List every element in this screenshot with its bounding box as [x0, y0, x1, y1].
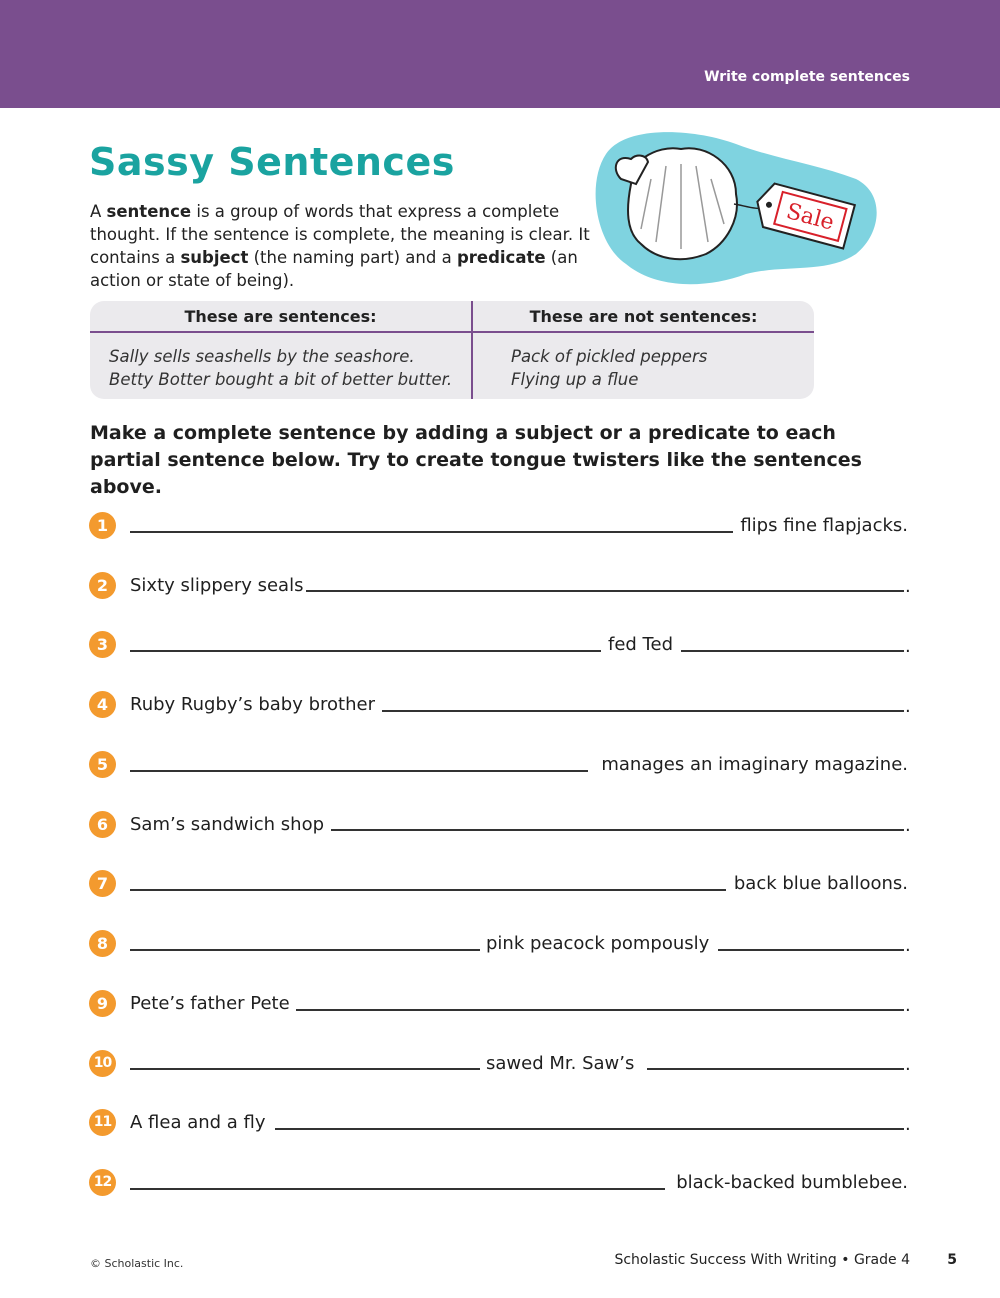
example-fragment: Pack of pickled peppers: [511, 347, 708, 366]
exercise-text: black-backed bumblebee.: [676, 1172, 908, 1193]
exercise-number: 3: [89, 631, 116, 658]
exercise-text: fed Ted: [608, 634, 673, 655]
section-label: Write complete sentences: [704, 69, 910, 85]
examples-table: [90, 301, 814, 399]
page-title: Sassy Sentences: [89, 140, 455, 184]
answer-blank[interactable]: [296, 1009, 904, 1011]
exercise-number: 6: [89, 811, 116, 838]
exercise-number: 8: [89, 930, 116, 957]
exercise-number: 2: [89, 572, 116, 599]
answer-blank[interactable]: [130, 889, 726, 891]
exercise-text: manages an imaginary magazine.: [601, 754, 908, 775]
example-sentence: Betty Botter bought a bit of better butter.: [109, 370, 453, 389]
sentence-period: .: [905, 815, 911, 836]
exercise-text: pink peacock pompously: [486, 933, 710, 954]
exercise-number: 5: [89, 751, 116, 778]
not-sentences-column: [473, 301, 814, 399]
sentence-period: .: [905, 935, 911, 956]
sale-tag-text: Sale: [783, 199, 837, 236]
exercise-number: 11: [89, 1109, 116, 1136]
answer-blank[interactable]: [647, 1068, 904, 1070]
exercise-text: Sixty slippery seals: [130, 575, 304, 596]
exercise-number: 7: [89, 870, 116, 897]
example-fragment: Flying up a flue: [511, 370, 639, 389]
keyword-subject: subject: [180, 248, 249, 267]
copyright: © Scholastic Inc.: [90, 1257, 184, 1270]
answer-blank[interactable]: [275, 1128, 904, 1130]
answer-blank[interactable]: [681, 650, 904, 652]
answer-blank[interactable]: [130, 770, 588, 772]
answer-blank[interactable]: [718, 949, 904, 951]
sentence-period: .: [905, 1054, 911, 1075]
intro-text: A: [90, 202, 107, 221]
sentences-column: [90, 301, 473, 399]
header-banner: [0, 0, 1000, 108]
keyword-predicate: predicate: [456, 248, 546, 267]
answer-blank[interactable]: [130, 1068, 480, 1070]
intro-text: is a group of words that express a complete thought. If the sentence is complete, the meaning is clear. It contains a: [90, 202, 590, 267]
exercise-text: A flea and a fly: [130, 1112, 266, 1133]
sentence-period: .: [905, 995, 911, 1016]
book-title: Scholastic Success With Writing • Grade 4: [614, 1252, 910, 1268]
example-sentence: Sally sells seashells by the seashore.: [109, 347, 415, 366]
answer-blank[interactable]: [130, 1188, 665, 1190]
exercise-number: 4: [89, 691, 116, 718]
sentences-header: These are sentences:: [90, 301, 471, 333]
exercise-text: flips fine flapjacks.: [740, 515, 908, 536]
answer-blank[interactable]: [130, 650, 601, 652]
answer-blank[interactable]: [130, 949, 480, 951]
answer-blank[interactable]: [331, 829, 904, 831]
instructions: Make a complete sentence by adding a subject or a predicate to each partial sentence below. Try to create tongue twisters like the sentences above.: [90, 422, 862, 498]
sentence-period: .: [905, 1114, 911, 1135]
answer-blank[interactable]: [130, 531, 733, 533]
exercise-text: Sam’s sandwich shop: [130, 814, 325, 835]
page-number: 5: [947, 1252, 957, 1268]
keyword-sentence: sentence: [106, 202, 192, 221]
intro-paragraph: [90, 200, 590, 292]
answer-blank[interactable]: [306, 590, 904, 592]
sentence-period: .: [905, 696, 911, 717]
exercise-number: 9: [89, 990, 116, 1017]
not-sentences-header: These are not sentences:: [473, 301, 814, 333]
sentence-period: .: [905, 576, 911, 597]
exercise-number: 1: [89, 512, 116, 539]
sentence-period: .: [905, 636, 911, 657]
seashell-sale-illustration: [586, 124, 886, 292]
intro-text: (an action or state of being).: [90, 248, 578, 290]
exercise-text: Pete’s father Pete: [130, 993, 290, 1014]
exercise-number: 10: [89, 1050, 116, 1077]
exercise-text: Ruby Rugby’s baby brother: [130, 694, 375, 715]
exercise-text: back blue balloons.: [733, 873, 908, 894]
exercise-number: 12: [89, 1169, 116, 1196]
answer-blank[interactable]: [382, 710, 904, 712]
intro-text: (the naming part) and a: [248, 248, 457, 267]
exercise-text: sawed Mr. Saw’s: [486, 1053, 635, 1074]
